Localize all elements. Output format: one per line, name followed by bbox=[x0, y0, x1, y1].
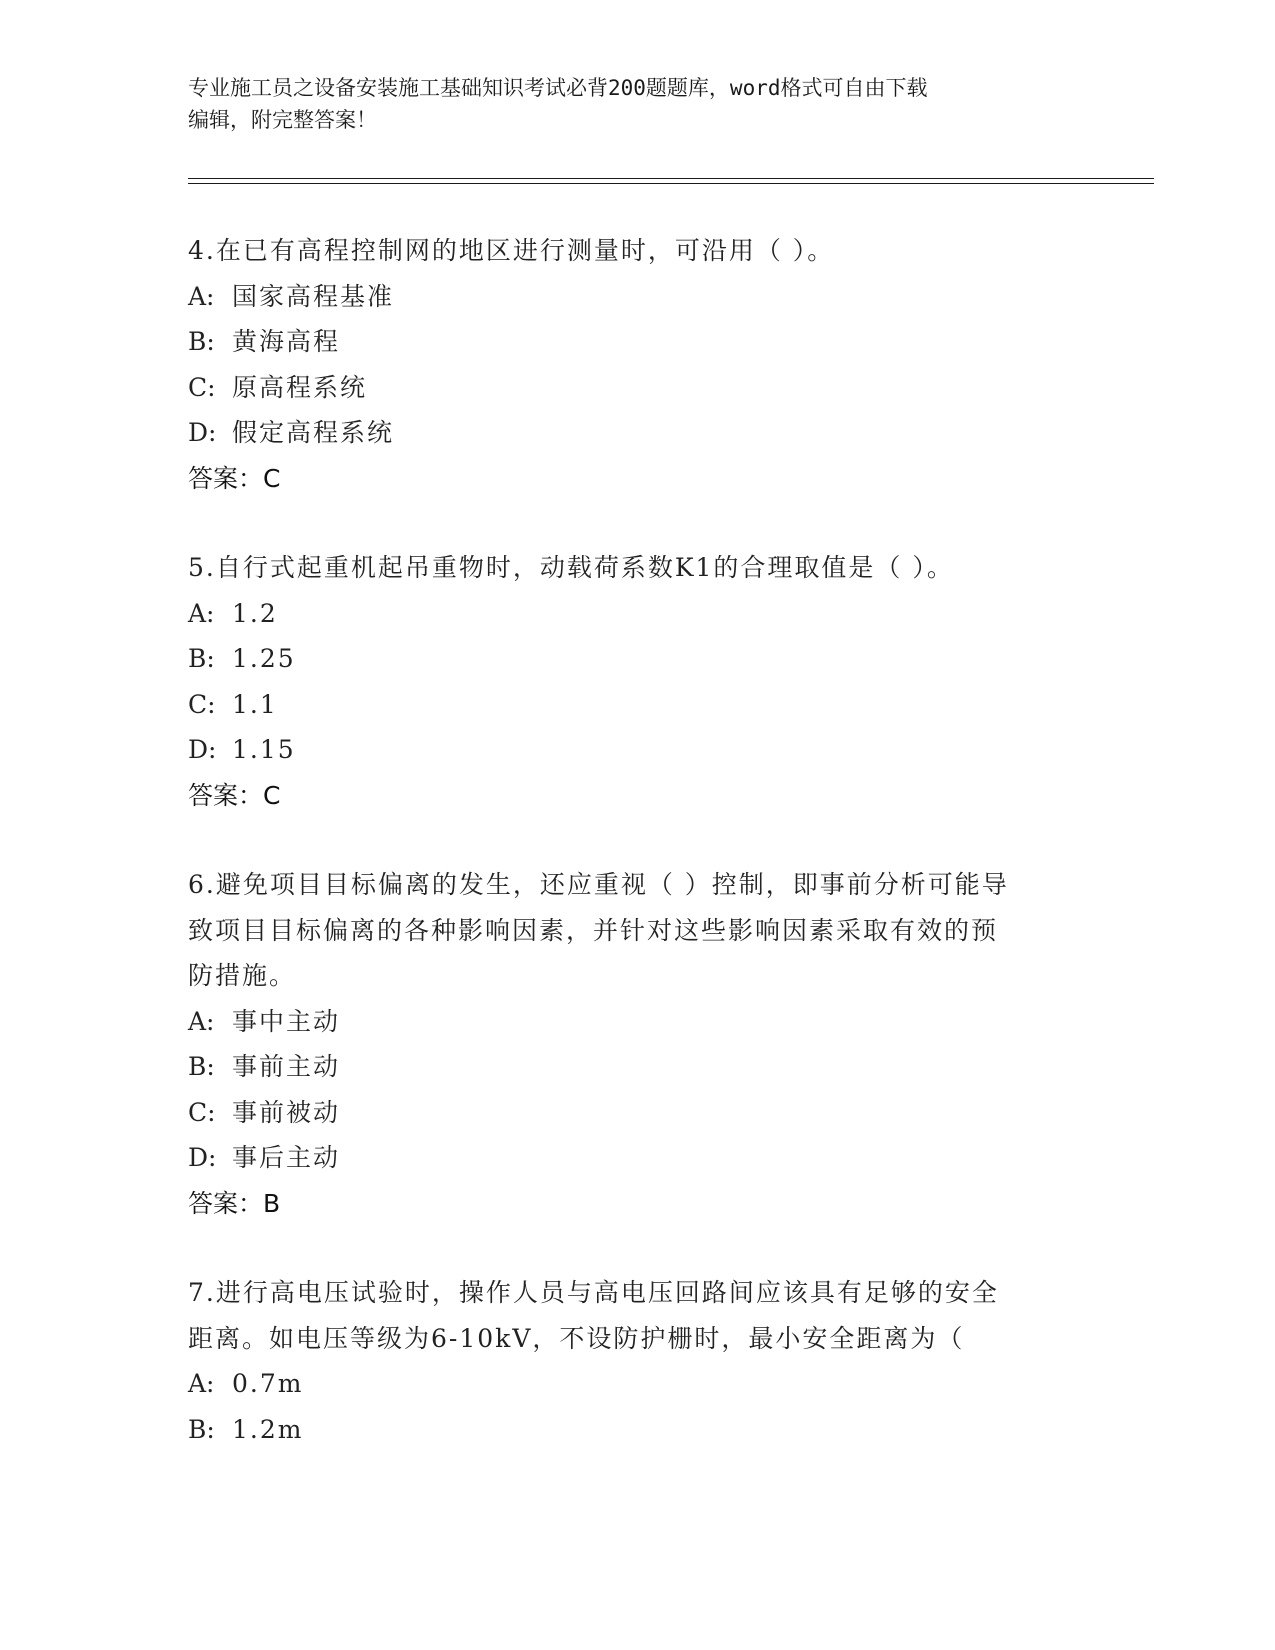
option-a bbox=[188, 999, 1088, 1045]
option-text: 事前主动 bbox=[232, 1052, 341, 1081]
option-text: 0.7m bbox=[232, 1369, 304, 1398]
option-c bbox=[188, 682, 1088, 728]
option-text: 事前被动 bbox=[232, 1097, 341, 1127]
question-text bbox=[188, 545, 1088, 591]
option-b bbox=[188, 1407, 1088, 1453]
option-text: 1.15 bbox=[232, 735, 296, 764]
option-text: 事后主动 bbox=[232, 1143, 341, 1172]
option-c bbox=[188, 1090, 1088, 1136]
option-a bbox=[188, 1361, 1088, 1407]
option-letter: D: bbox=[188, 418, 217, 447]
answer-line: 答案：C bbox=[188, 780, 281, 810]
option-d bbox=[188, 1135, 1088, 1181]
option-letter: A: bbox=[188, 1369, 215, 1398]
option-letter: B: bbox=[188, 644, 215, 673]
question-line: 5.自行式起重机起吊重物时，动载荷系数K1的合理取值是（ ）。 bbox=[188, 553, 954, 582]
question-5 bbox=[188, 545, 1088, 818]
option-letter: B: bbox=[188, 1414, 215, 1444]
option-text: 黄海高程 bbox=[232, 327, 341, 356]
answer-line: 答案：B bbox=[188, 1188, 281, 1218]
question-line: 防措施。 bbox=[188, 961, 297, 990]
option-text: 1.2m bbox=[232, 1414, 304, 1444]
question-text bbox=[188, 862, 1088, 999]
option-letter: B: bbox=[188, 1052, 215, 1081]
option-b bbox=[188, 636, 1088, 682]
option-d bbox=[188, 410, 1088, 456]
header-divider-top bbox=[188, 178, 1154, 179]
document-header bbox=[188, 72, 1068, 136]
option-letter: A: bbox=[188, 598, 215, 628]
option-text: 1.1 bbox=[232, 689, 278, 719]
header-line-2: 编辑，附完整答案！ bbox=[188, 108, 377, 132]
question-list bbox=[188, 228, 1088, 1496]
question-line: 6.避免项目目标偏离的发生，还应重视（ ）控制，即事前分析可能导 bbox=[188, 870, 1009, 899]
option-letter: A: bbox=[188, 1006, 215, 1036]
option-letter: A: bbox=[188, 281, 215, 311]
option-text: 国家高程基准 bbox=[232, 281, 395, 311]
question-line: 距离。如电压等级为6-10kV，不设防护栅时，最小安全距离为（ bbox=[188, 1323, 965, 1353]
option-letter: B: bbox=[188, 327, 215, 356]
option-a bbox=[188, 591, 1088, 637]
option-d bbox=[188, 727, 1088, 773]
option-letter: D: bbox=[188, 1143, 217, 1172]
option-text: 原高程系统 bbox=[232, 372, 368, 402]
header-line-1: 专业施工员之设备安装施工基础知识考试必背200题题库，word格式可自由下载 bbox=[188, 76, 928, 100]
option-a bbox=[188, 274, 1088, 320]
question-6 bbox=[188, 862, 1088, 1226]
option-b bbox=[188, 319, 1088, 365]
question-4 bbox=[188, 228, 1088, 501]
option-letter: C: bbox=[188, 1097, 216, 1127]
option-text: 假定高程系统 bbox=[232, 418, 395, 447]
option-letter: C: bbox=[188, 372, 216, 402]
option-letter: D: bbox=[188, 735, 217, 764]
option-b bbox=[188, 1044, 1088, 1090]
option-c bbox=[188, 365, 1088, 411]
option-letter: C: bbox=[188, 689, 216, 719]
header-divider-bottom bbox=[188, 183, 1154, 184]
question-7 bbox=[188, 1270, 1088, 1452]
answer-line: 答案：C bbox=[188, 463, 281, 493]
question-line: 4.在已有高程控制网的地区进行测量时，可沿用（ ）。 bbox=[188, 236, 835, 265]
option-text: 事中主动 bbox=[232, 1006, 341, 1036]
question-line: 7.进行高电压试验时，操作人员与高电压回路间应该具有足够的安全 bbox=[188, 1278, 999, 1307]
question-line: 致项目目标偏离的各种影响因素，并针对这些影响因素采取有效的预 bbox=[188, 915, 999, 945]
option-text: 1.2 bbox=[232, 598, 278, 628]
question-text bbox=[188, 228, 1088, 274]
option-text: 1.25 bbox=[232, 644, 296, 673]
question-text bbox=[188, 1270, 1088, 1361]
